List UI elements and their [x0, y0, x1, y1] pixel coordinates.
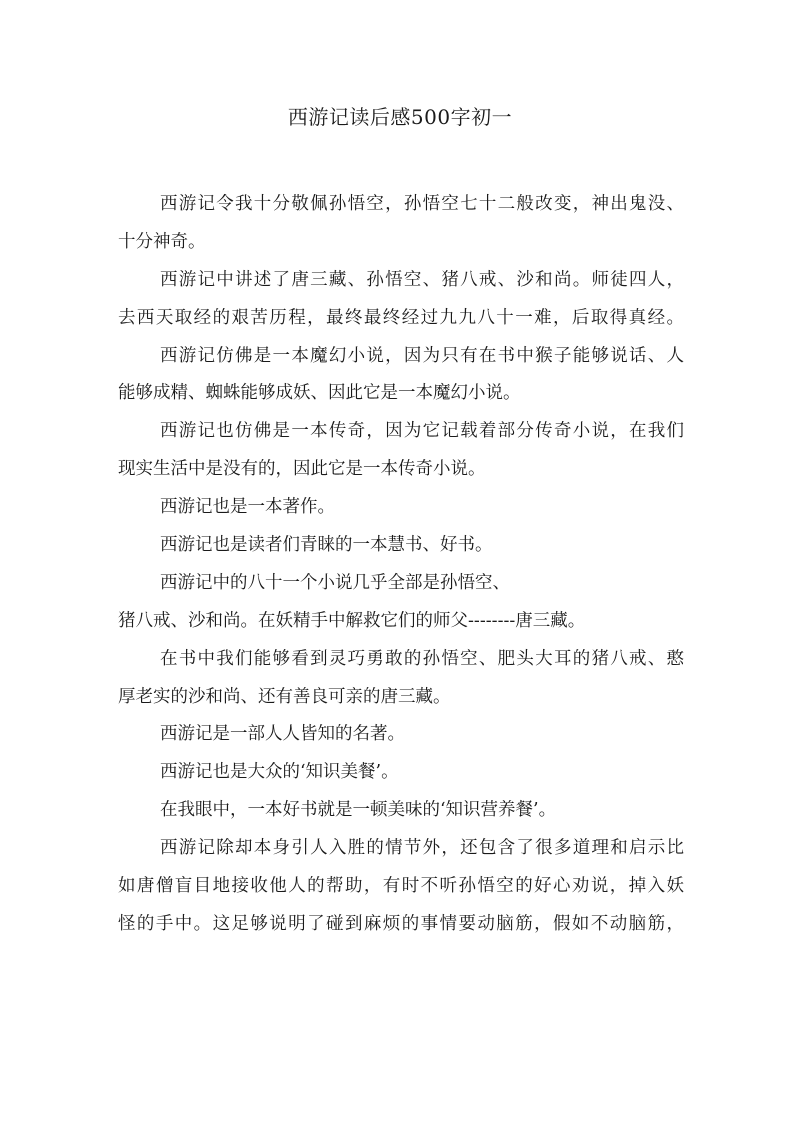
text-line: 如唐僧盲目地接收他人的帮助，有时不听孙悟空的好心劝说，掉入妖 [118, 876, 684, 897]
text-line: 西游记除却本身引人入胜的情节外，还包含了很多道理和启示比 [160, 838, 684, 859]
text-line: 西游记也仿佛是一本传奇，因为它记载着部分传奇小说，在我们 [160, 421, 684, 442]
text-line: 怪的手中。这足够说明了碰到麻烦的事情要动脑筋，假如不动脑筋， [118, 913, 684, 934]
text-line: 猪八戒、沙和尚。在妖精手中解救它们的师父--------唐三藏。 [118, 610, 586, 631]
text-line: 西游记仿佛是一本魔幻小说，因为只有在书中猴子能够说话、人 [160, 345, 684, 366]
text-line: 西游记是一部人人皆知的名著。 [160, 724, 405, 745]
text-line: 去西天取经的艰苦历程，最终最终经过九九八十一难，后取得真经。 [118, 307, 684, 328]
text-line: 西游记也是读者们青睐的一本慧书、好书。 [160, 535, 493, 556]
text-line: 西游记也是大众的‘知识美餐’。 [160, 762, 399, 783]
text-line: 西游记中讲述了唐三藏、孙悟空、猪八戒、沙和尚。师徒四人， [160, 269, 684, 290]
text-line: 十分神奇。 [118, 231, 206, 252]
text-line: 西游记中的八十一个小说几乎全部是孙悟空、 [160, 572, 510, 593]
text-line: 在书中我们能够看到灵巧勇敢的孙悟空、肥头大耳的猪八戒、憨 [160, 648, 684, 669]
text-line: 西游记令我十分敬佩孙悟空，孙悟空七十二般改变，神出鬼没、 [160, 194, 684, 214]
text-line: 厚老实的沙和尚、还有善良可亲的唐三藏。 [118, 686, 451, 707]
text-line: 现实生活中是没有的，因此它是一本传奇小说。 [118, 459, 486, 480]
text-line: 在我眼中，一本好书就是一顿美味的‘知识营养餐’。 [160, 800, 557, 821]
text-line: 能够成精、蜘蛛能够成妖、因此它是一本魔幻小说。 [118, 383, 521, 404]
document-title: 西游记读后感500字初一 [287, 105, 513, 129]
document-body [118, 186, 684, 944]
text-line: 西游记也是一本著作。 [160, 497, 335, 518]
